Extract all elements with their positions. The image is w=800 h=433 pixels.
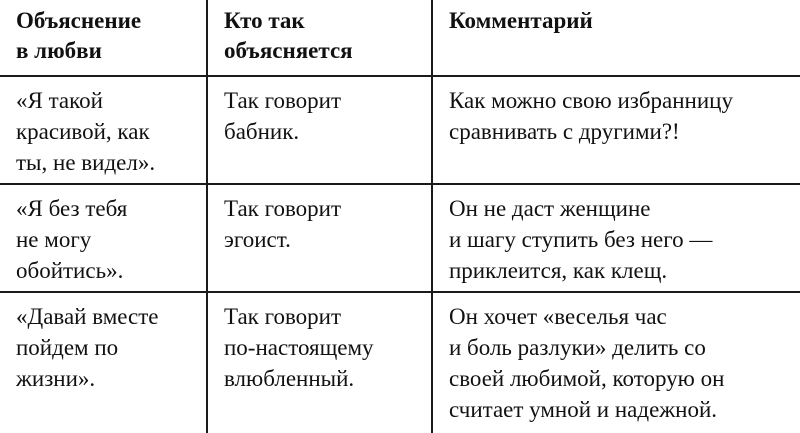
cell-text-line: не могу	[16, 227, 92, 252]
cell-text-line: влюбленный.	[224, 366, 355, 391]
cell-text-line: считает умной и надежной.	[449, 397, 718, 422]
declaration-cell	[0, 184, 207, 292]
cell-text-line: и боль разлуки» делить со	[449, 335, 706, 360]
table-row	[0, 292, 800, 433]
table-row	[0, 184, 800, 292]
declaration-cell	[0, 76, 207, 184]
header-declaration	[0, 0, 207, 76]
who-cell	[207, 76, 432, 184]
comment-cell	[432, 76, 800, 184]
cell-text-line: эгоист.	[224, 227, 291, 252]
cell-text-line: Так говорит	[224, 304, 342, 329]
who-cell	[207, 292, 432, 433]
comment-cell	[432, 292, 800, 433]
cell-text-line: обойтись».	[16, 258, 124, 283]
cell-text-line: ты, не видел».	[16, 150, 156, 175]
cell-text-line: приклеится, как клещ.	[449, 258, 668, 283]
comment-cell	[432, 184, 800, 292]
cell-text-line: Как можно свою избранницу	[449, 88, 733, 113]
who-cell	[207, 184, 432, 292]
cell-text-line: Он не даст женщине	[449, 196, 651, 221]
header-text-line: Кто так	[224, 8, 305, 33]
header-text-line: Объяснение	[16, 8, 142, 33]
header-text-line: в любви	[16, 38, 102, 63]
header-who	[207, 0, 432, 76]
cell-text-line: красивой, как	[16, 119, 150, 144]
header-text-line: Комментарий	[449, 8, 593, 33]
cell-text-line: жизни».	[16, 366, 96, 391]
cell-text-line: своей любимой, которую он	[449, 366, 725, 391]
header-comment	[432, 0, 800, 76]
cell-text-line: Так говорит	[224, 88, 342, 113]
cell-text-line: Он хочет «веселья час	[449, 304, 667, 329]
cell-text-line: бабник.	[224, 119, 300, 144]
cell-text-line: и шагу ступить без него —	[449, 227, 713, 252]
header-text-line: объясняется	[224, 38, 353, 63]
cell-text-line: «Давай вместе	[16, 304, 159, 329]
cell-text-line: сравнивать с другими?!	[449, 119, 680, 144]
cell-text-line: «Я такой	[16, 88, 103, 113]
cell-text-line: по-настоящему	[224, 335, 374, 360]
cell-text-line: «Я без тебя	[16, 196, 128, 221]
cell-text-line: пойдем по	[16, 335, 119, 360]
table-header-row	[0, 0, 800, 76]
cell-text-line: Так говорит	[224, 196, 342, 221]
table-row	[0, 76, 800, 184]
declaration-cell	[0, 292, 207, 433]
